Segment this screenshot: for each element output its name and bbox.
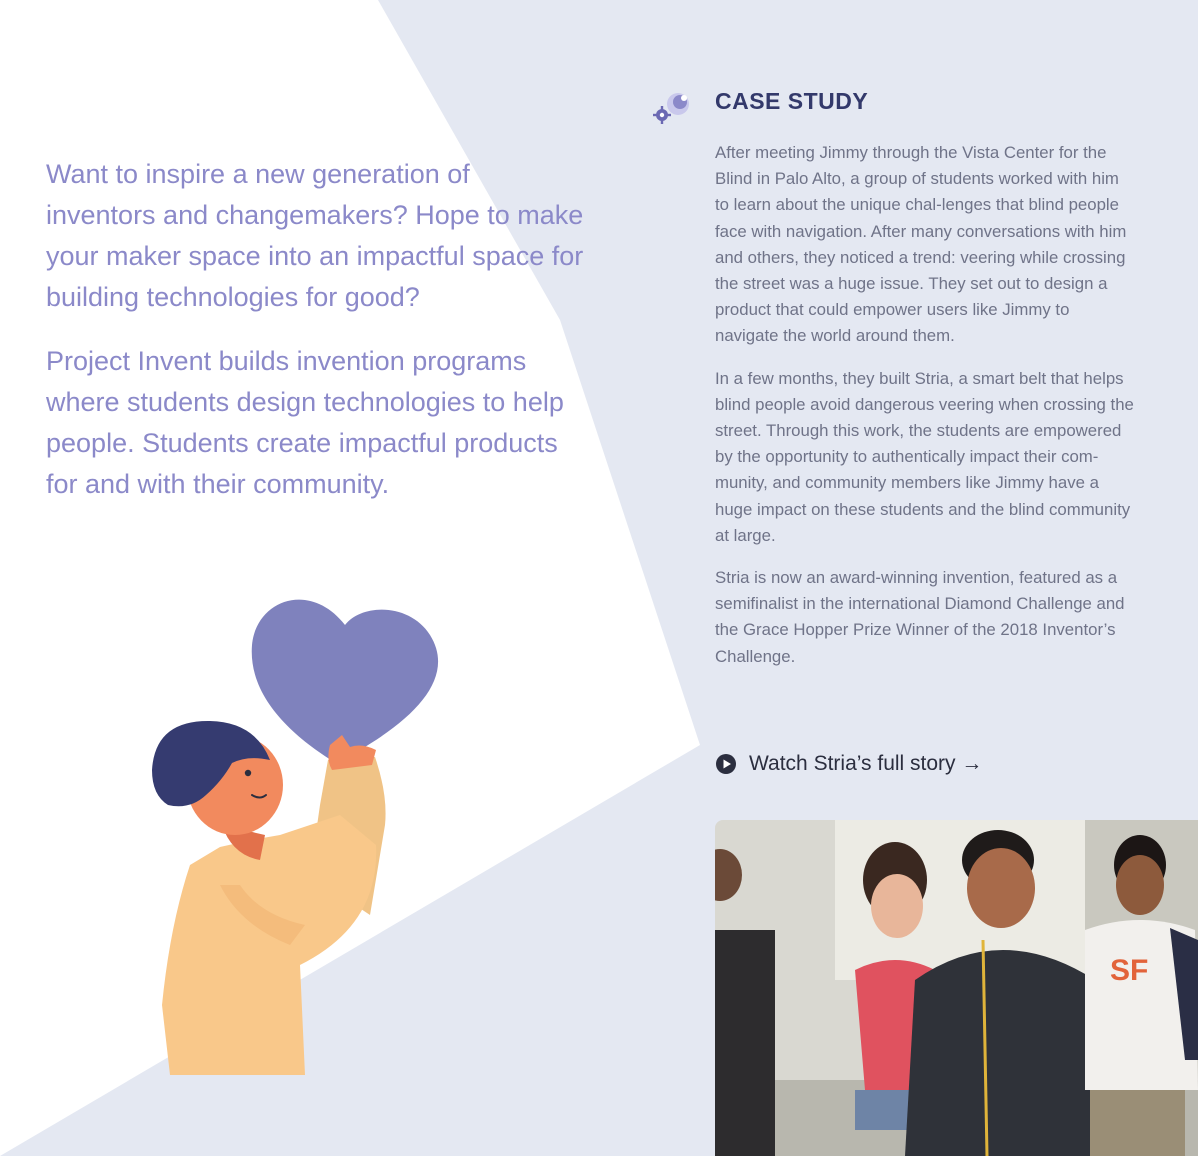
case-study-title: CASE STUDY: [715, 88, 869, 114]
intro-paragraph-2: Project Invent builds invention programs where students design technologies to help people. Students create impactful products for and with their community.: [46, 346, 564, 499]
watch-story-label: Watch Stria’s full story →: [749, 752, 983, 775]
watch-story-link[interactable]: [715, 752, 982, 776]
case-study-paragraph-3: Stria is now an award-winning invention, featured as a semifinalist in the international Diamond Challenge and the Grace Hopper Prize Winner of the 2018 Inventor’s Challenge.: [715, 568, 1125, 666]
students-smiling-photo: [715, 820, 1198, 1156]
case-study-paragraph-1: After meeting Jimmy through the Vista Center for the Blind in Palo Alto, a group of students worked with him to learn about the unique chal-lenges that blind people face with navigation. After many conversations with him and others, they noticed a trend: veering while crossing the street was a huge issue. They set out to design a product that could empower users like Jimmy to navigate the world around them.: [715, 143, 1127, 346]
case-study-body: [715, 140, 1135, 686]
play-icon: [715, 753, 737, 775]
intro-paragraph-1: Want to inspire a new generation of inventors and changemakers? Hope to make your maker space into an impactful space for building technologies for good?: [46, 159, 584, 312]
heart-icon: [252, 600, 438, 763]
intro-section: [46, 154, 586, 528]
case-study-paragraph-2: In a few months, they built Stria, a smart belt that helps blind people avoid dangerous veering when crossing the street. Through this work, the students are empowered by the opportunity to authentically impact their com-munity, and community members like Jimmy have a huge impact on these students and the blind community at large.: [715, 368, 1134, 545]
svg-text:SF: SF: [1110, 954, 1149, 987]
gear-rocket-icon: [650, 90, 694, 126]
person-holding-heart-illustration: [140, 585, 460, 1085]
